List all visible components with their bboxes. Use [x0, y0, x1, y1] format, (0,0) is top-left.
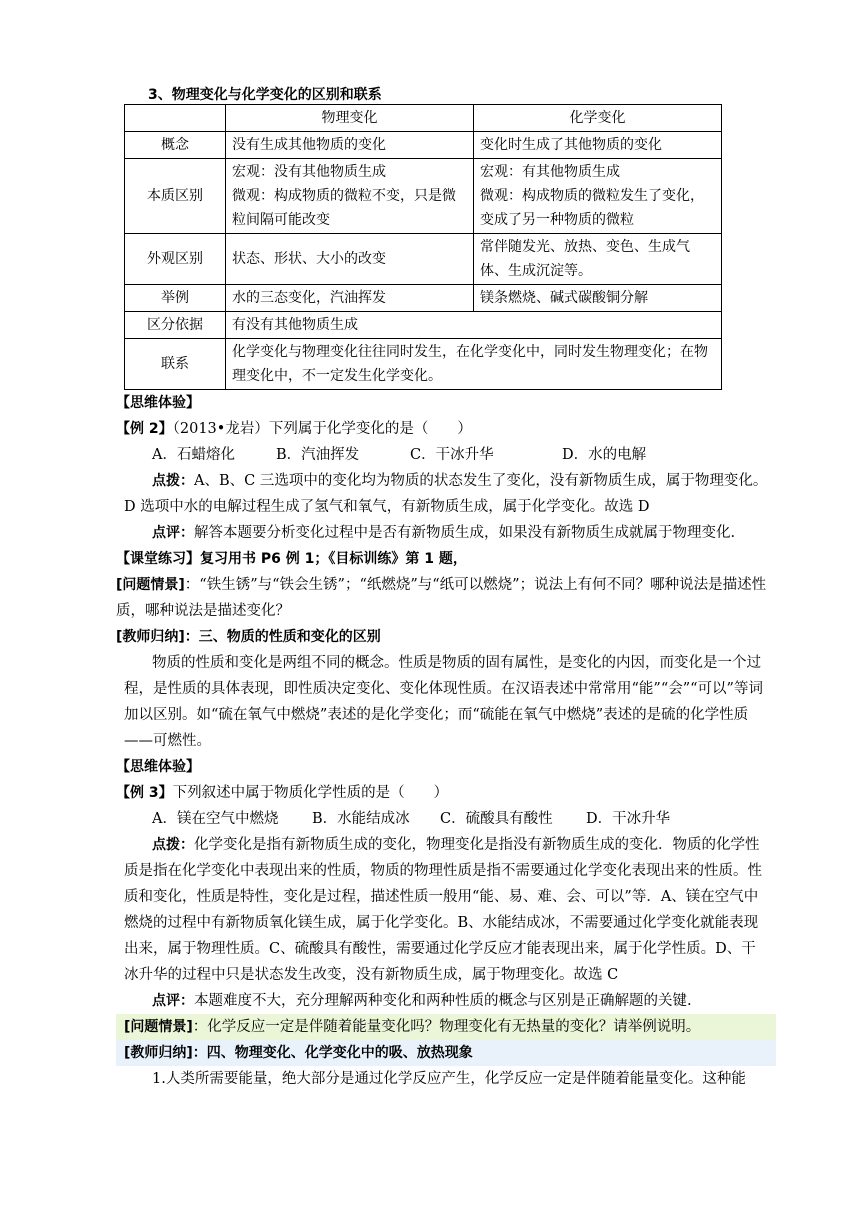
header-chemical: 化学变化 [474, 105, 722, 132]
option-d: D．干冰升华 [586, 811, 671, 827]
cell-example-chemical: 镁条燃烧、碱式碳酸铜分解 [474, 285, 722, 312]
cell-appearance-chemical: 常伴随发光、放热、变色、生成气体、生成沉淀等。 [474, 234, 722, 285]
energy-paragraph-start: 1.人类所需要能量，绝大部分是通过化学反应产生，化学反应一定是伴随着能量变化。这种能 [152, 1071, 746, 1087]
example-3-question: 【例 3】下列叙述中属于物质化学性质的是（ ） [116, 785, 449, 801]
section-3-title: 3、物理变化与化学变化的区别和联系 [148, 87, 382, 103]
row-label-essence: 本质区别 [125, 159, 226, 234]
table-row [125, 312, 722, 339]
cell-appearance-physical: 状态、形状、大小的改变 [226, 234, 474, 285]
example-3-options [124, 806, 770, 832]
cell-basis: 有没有其他物质生成 [226, 312, 722, 339]
example-2-question: 【例 2】（2013•龙岩）下列属于化学变化的是（ ） [116, 421, 472, 437]
teacher-summary-1-body: 物质的性质和变化是两组不同的概念。性质是物质的固有属性，是变化的内因，而变化是一个过程，是性质的具体表现，即性质决定变化、变化体现性质。在汉语表述中常常用“能”“会”“可以”等词加以区别。如“硫在氧气中燃烧”表述的是化学变化；而“硫能在氧气中燃烧”表述的是硫的化学性质——可燃性。 [124, 655, 763, 749]
document-content [116, 86, 770, 1092]
example-2-review: 点评：解答本题要分析变化过程中是否有新物质生成，如果没有新物质生成就属于物理变化. [152, 525, 736, 541]
table-row [125, 132, 722, 159]
option-c: C．干冰升华 [410, 447, 494, 463]
cell-example-physical: 水的三态变化，汽油挥发 [226, 285, 474, 312]
thinking-title-1: 【思维体验】 [116, 395, 200, 411]
option-b: B．水能结成冰 [312, 811, 410, 827]
example-3-hint: 点拨：化学变化是指有新物质生成的变化，物理变化是指没有新物质生成的变化．物质的化学性质是指在化学变化中表现出来的性质，物质的物理性质是指不需要通过化学变化表现出来的性质。性质和变化，性质是特性，变化是过程，描述性质一般用“能、易、难、会、可以”等．A、镁在空气中燃烧的过程中有新物质氧化镁生成，属于化学变化。B、水能结成冰，不需要通过化学变化就能表现出来，属于物理性质。C、硫酸具有酸性，需要通过化学反应才能表现出来，属于化学性质。D、干冰升华的过程中只是状态发生改变，没有新物质生成，属于物理变化。故选 C [124, 837, 762, 983]
example-2-hint: 点拨：A、B、C 三选项中的变化均为物质的状态发生了变化，没有新物质生成，属于物理变化。D 选项中水的电解过程生成了氢气和氧气，有新物质生成，属于化学变化。故选 D [124, 473, 768, 515]
header-physical: 物理变化 [226, 105, 474, 132]
row-label-example: 举例 [125, 285, 226, 312]
example-3-review: 点评：本题难度不大，充分理解两种变化和两种性质的概念与区别是正确解题的关键. [152, 993, 692, 1009]
option-c: C．硫酸具有酸性 [440, 811, 553, 827]
teacher-summary-2-title: [教师归纳]：四、物理变化、化学变化中的吸、放热现象 [116, 1040, 776, 1066]
row-label-appearance: 外观区别 [125, 234, 226, 285]
cell-concept-physical: 没有生成其他物质的变化 [226, 132, 474, 159]
table-row [125, 159, 722, 234]
question-scenario-2: [问题情景]：化学反应一定是伴随着能量变化吗？物理变化有无热量的变化？请举例说明。 [116, 1014, 776, 1040]
comparison-table [124, 104, 722, 390]
table-row [125, 105, 722, 132]
table-row [125, 285, 722, 312]
row-label-relation: 联系 [125, 339, 226, 390]
cell-essence-chemical: 宏观：有其他物质生成 微观：构成物质的微粒发生了变化，变成了另一种物质的微粒 [474, 159, 722, 234]
table-row [125, 339, 722, 390]
cell-relation: 化学变化与物理变化往往同时发生，在化学变化中，同时发生物理变化；在物理变化中，不一定发生化学变化。 [226, 339, 722, 390]
row-label-basis: 区分依据 [125, 312, 226, 339]
example-2-options [124, 442, 770, 468]
option-d: D．水的电解 [562, 447, 647, 463]
teacher-summary-1-title: [教师归纳]：三、物质的性质和变化的区别 [116, 629, 381, 645]
question-scenario-1: [问题情景]：“铁生锈”与“铁会生锈”；“纸燃烧”与“纸可以燃烧”；说法上有何不同？哪种说法是描述性质，哪种说法是描述变化？ [116, 577, 767, 619]
table-corner-cell [125, 105, 226, 132]
thinking-title-2: 【思维体验】 [116, 759, 200, 775]
cell-essence-physical: 宏观：没有其他物质生成 微观：构成物质的微粒不变，只是微粒间隔可能改变 [226, 159, 474, 234]
class-practice: 【课堂练习】复习用书 P6 例 1；《目标训练》第 1 题， [116, 551, 467, 567]
option-a: A．石蜡熔化 [152, 447, 235, 463]
table-row [125, 234, 722, 285]
row-label-concept: 概念 [125, 132, 226, 159]
cell-concept-chemical: 变化时生成了其他物质的变化 [474, 132, 722, 159]
option-b: B．汽油挥发 [276, 447, 360, 463]
option-a: A．镁在空气中燃烧 [152, 811, 279, 827]
